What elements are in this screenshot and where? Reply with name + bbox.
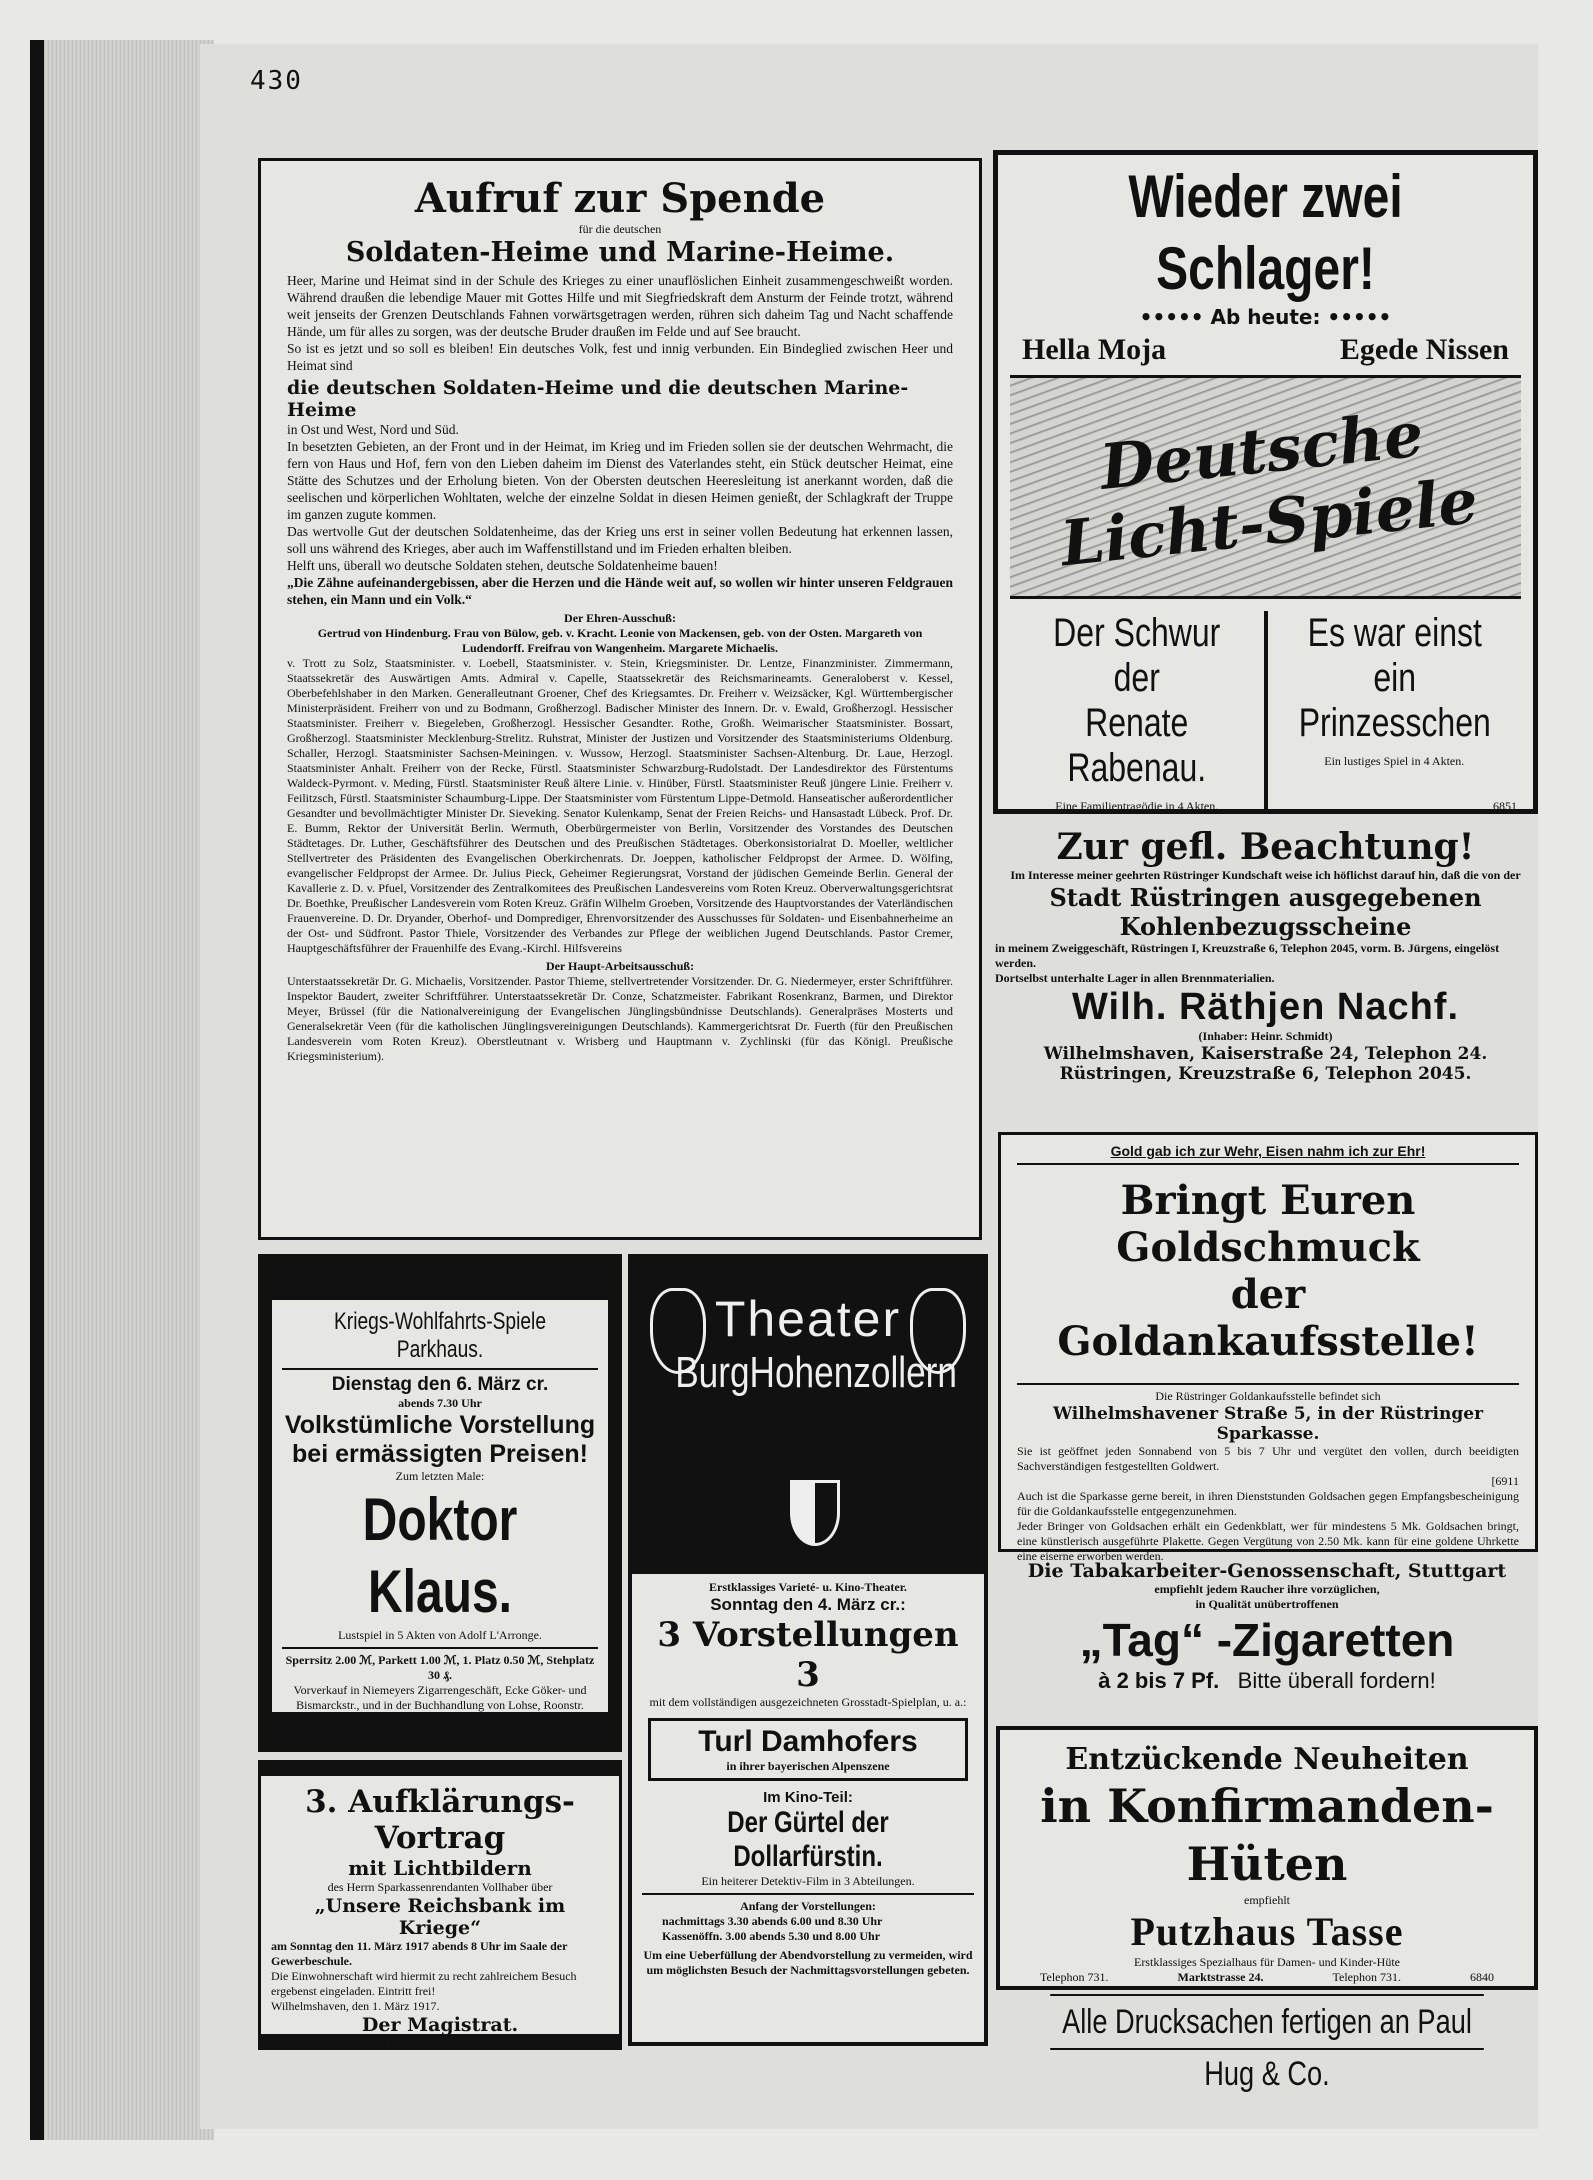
vortrag-l3: Die Einwohnerschaft wird hiermit zu recht zahlreichem Besuch ergebenst eingeladen. Eintritt frei! xyxy=(271,1969,577,1998)
gold-motto: Gold gab ich zur Wehr, Eisen nahm ich zur Ehr! xyxy=(1110,1143,1426,1159)
theater-big: 3 Vorstellungen 3 xyxy=(657,1615,959,1695)
aufruf-p7: „Die Zähne aufeinandergebissen, aber die Herzen und die Hände weit auf, so wollen wir hinter unseren Feldgrauen stehen, ein Mann und ein Volk.“ xyxy=(287,575,953,607)
theater-film: Der Gürtel der Dollarfürstin. xyxy=(727,1806,889,1873)
lichtspiele-logo xyxy=(1010,375,1521,599)
theater-act: Turl Damhofers xyxy=(698,1725,918,1758)
logo-text: Deutsche Licht-Spiele xyxy=(1057,397,1482,581)
theater-date: Sonntag den 4. März cr.: xyxy=(710,1595,906,1614)
parkhaus-prices: Sperrsitz 2.00 ℳ, Parkett 1.00 ℳ, 1. Platz 0.50 ℳ, Stehplatz 30 ₰. xyxy=(285,1653,595,1682)
tabak-l1: empfiehlt jedem Raucher ihre vorzüglichen, xyxy=(1154,1582,1380,1596)
parkhaus-ref: [6828 xyxy=(570,1713,598,1727)
aufruf-sub: für die deutschen xyxy=(578,222,662,236)
raethjen-line2: Stadt Rüstringen ausgegebenen Kohlenbezugsscheine xyxy=(1049,883,1482,941)
gold-ref: [6911 xyxy=(1491,1474,1519,1488)
raethjen-owner: (Inhaber: Heinr. Schmidt) xyxy=(1198,1029,1333,1043)
theater-anf: Anfang der Vorstellungen: xyxy=(740,1899,876,1913)
vortrag-title: 3. Aufklärungs-Vortrag xyxy=(305,1784,575,1856)
aufruf-headline: Soldaten-Heime und Marine-Heime. xyxy=(345,237,895,268)
ab-heute: ••••• Ab heute: ••••• xyxy=(1139,305,1392,329)
star-1: Hella Moja xyxy=(1022,333,1167,366)
putz-tel1: Telephon 731. xyxy=(1040,1970,1109,1984)
raethjen-firm: Wilh. Räthjen Nachf. xyxy=(1071,986,1459,1028)
vortrag-l2: am Sonntag den 11. März 1917 abends 8 Uhr im Saale der Gewerbeschule. xyxy=(271,1939,568,1968)
tabak-brand: „Tag“ -Zigaretten xyxy=(1079,1614,1455,1666)
ehren-lead: Gertrud von Hindenburg. Frau von Bülow, geb. v. Kracht. Leonie von Mackensen, geb. von der Osten. Margareth von Ludendorff. Freifrau von Wangenheim. Margarete Michaelis. xyxy=(317,626,923,655)
theater-r1: nachmittags 3.30 abends 6.00 und 8.30 Uhr xyxy=(662,1914,883,1928)
gold-rule-2 xyxy=(1017,1383,1519,1385)
lichtspiele-ad xyxy=(993,150,1538,814)
putz-l4: Erstklassiges Spezialhaus für Damen- und Kinder-Hüte xyxy=(1133,1955,1401,1969)
raethjen-addr1: Wilhelmshaven, Kaiserstraße 24, Telephon 24. xyxy=(1043,1044,1488,1064)
tabak-title: Die Tabakarbeiter-Genossenschaft, Stuttgart xyxy=(1027,1560,1507,1582)
vortrag-sig: Der Magistrat. xyxy=(361,2014,519,2036)
vortrag-sig2: Täger. xyxy=(381,2036,412,2050)
parkhaus-vorverkauf: Vorverkauf in Niemeyers Zigarrengeschäft, Ecke Göker- und Bismarckstr., und in der Buchhandlung von Lohse, Roonstr. xyxy=(293,1683,587,1712)
vortrag-ref: 6880 xyxy=(585,2036,609,2050)
hug-ad: Alle Drucksachen fertigen an Paul Hug & Co. xyxy=(1050,1994,1484,2050)
tabak-price: à 2 bis 7 Pf. xyxy=(1098,1668,1220,1693)
haupt-body: Unterstaatssekretär Dr. G. Michaelis, Vorsitzender. Pastor Thieme, stellvertretender Vorsitzender. Dr. G. Niedermeyer, erster Schriftführer. Inspektor Baudert, zweiter Schriftführer. Unterstaatssekretär Dr. Conze, Schatzmeister. Fabrikant Rosenkranz, Barmen, und Direktor Meyer, Brüssel (für die Nationalvereinigung der Evangelischen Jünglingsbündnisse Deutschlands). Generalpräses Mosterts und Generalsekretär Veen (für die katholischen Jünglingsvereinigungen Deutschlands). Kammergerichtsrat Dr. Fuerth (für den Preußischen Landesverein vom Roten Kreuz). Oberstleutnant v. Wrisberg und Hauptmann v. Zychlinski (für das Königl. Preußische Kriegsministerium). xyxy=(287,974,953,1063)
vortrag-topic: „Unsere Reichsbank im Kriege“ xyxy=(314,1895,566,1939)
gold-head2: der Goldankaufsstelle! xyxy=(1057,1271,1479,1365)
raethjen-headline: Zur gefl. Beachtung! xyxy=(1056,826,1475,868)
aufruf-p1: Heer, Marine und Heimat sind in der Schule des Krieges zu einer unauflöslichen Einheit zusammengeschweißt worden. Während draußen die lebendige Mauer mit Gottes Hilfe und mit Siegfriedskraft dem Ansturm der Feinde trotzt, während weit jenseits der Grenzen Deutschlands Fahnen vorwärtsgetragen werden, rühren sich daheim Tag und Nacht schaffende Hände, um für alles zu sorgen, was der deutsche Bruder draußen im Felde und auf See braucht. xyxy=(287,273,953,339)
vortrag-ad xyxy=(258,1760,622,2050)
film2-desc: Ein lustiges Spiel in 4 Akten. xyxy=(1324,754,1465,768)
gold-l2: Wilhelmshavener Straße 5, in der Rüstringer Sparkasse. xyxy=(1052,1404,1484,1444)
putzhaus-ad xyxy=(996,1726,1538,1990)
parkhaus-title: Kriegs-Wohlfahrts-Spiele Parkhaus. xyxy=(334,1308,546,1363)
putz-ref: 6840 xyxy=(1470,1970,1494,1984)
mask-icon-left xyxy=(650,1288,706,1374)
theater-ad xyxy=(628,1254,988,2046)
mask-icon-right xyxy=(910,1288,966,1374)
parkhaus-date: Dienstag den 6. März cr. xyxy=(331,1374,549,1395)
vortrag-sub: mit Lichtbildern xyxy=(348,1856,532,1880)
theater-r2: Kassenöffn. 3.00 abends 5.30 und 8.00 Uhr xyxy=(662,1929,881,1943)
putz-l3: empfiehlt xyxy=(1244,1893,1290,1907)
parkhaus-ad xyxy=(258,1254,622,1752)
page-number: 430 xyxy=(250,66,303,96)
theater-l2: mit dem vollständigen ausgezeichneten Grosstadt-Spielplan, u. a.: xyxy=(649,1695,967,1709)
tabak-l2: in Qualität unübertroffenen xyxy=(1195,1597,1339,1611)
putz-firm: Putzhaus Tasse xyxy=(1130,1909,1404,1954)
film2-line1: Es war einst xyxy=(1307,611,1482,655)
star-2: Egede Nissen xyxy=(1339,333,1509,366)
gold-head1: Bringt Euren Goldschmuck xyxy=(1116,1177,1420,1271)
gold-l5: Jeder Bringer von Goldsachen erhält ein Gedenkblatt, wer für mindestens 5 Mk. Goldsachen bringt, eine künstlerisch ausgeführte Plakette. Gegen Vergütung von 2.50 Mk. kann für eine goldene Uhrkette eine eiserne erworben werden. xyxy=(1017,1519,1519,1563)
theater-t2: BurgHohenzollern xyxy=(675,1348,957,1397)
theater-l1: Erstklassiges Varieté- u. Kino-Theater. xyxy=(709,1580,907,1594)
aufruf-p5: Das wertvolle Gut der deutschen Soldatenheime, das der Krieg uns erst in seiner vollen Bedeutung hat erkennen lassen, soll uns während des Krieges, aber auch im Waffenstillstand und im Frieden erhalten bleiben. xyxy=(287,524,953,556)
gold-l1: Die Rüstringer Goldankaufsstelle befindet sich xyxy=(1155,1389,1381,1403)
aufruf-p3: die deutschen Soldaten-Heime und die deutschen Marine-Heime xyxy=(287,377,909,421)
tabak-ad xyxy=(996,1556,1538,1724)
film1-desc: Eine Familientragödie in 4 Akten. xyxy=(1055,799,1219,813)
ehren-body: v. Trott zu Solz, Staatsminister. v. Loebell, Staatsminister. v. Stein, Kriegsminister. Dr. Lentze, Finanzminister. Zimmermann, Staatssekretär des Auswärtigen Amts. Admiral v. Capelle, Staatssekretär des Reichsmarineamts. Generaloberst v. Kessel, Oberbefehlshaber in den Marken. Generalleutnant Groener, Chef des Kriegsamtes. Dr. Freiherr v. Weizsäcker, Kgl. Württembergischer Ministerpräsident. Freiherr von und zu Bodmann, Großherzogl. Badischer Minister des Innern. Dr. v. Ewald, Großherzogl. Hessischer Staatsminister. Freiherr v. Biegeleben, Großherzogl. Hessischer Gesandter. Rothe, Großh. Weimarischer Staatsminister. Bossart, Großherzogl. Staatsminister Mecklenburg-Strelitz. Ruhstrat, Minister der Justizen und Vorsitzender des Staatsministeriums Oldenburg. Schaller, Herzogl. Staatsminister Sachsen-Meiningen. v. Wussow, Herzogl. Staatsminister Sachsen-Altenburg. Dr. Laue, Herzogl. Staatsminister Anhalt. Freiherr von der Recke, Fürstl. Staatsminister Schwarzburg-Rudolstadt. Der Landesdirektor des Fürstentums Waldeck-Pyrmont. v. Meding, Fürstl. Staatsminister Reuß ältere Linie. v. Hinüber, Fürstl. Staatsminister Reuß jüngere Linie. Freiherr v. Feilitzsch, Fürstl. Staatsminister Schaumburg-Lippe. Der Staatsminister vom Fürstentum Lippe-Detmold. Hanseatischer außerordentlicher Gesandter und bevollmächtigter Minister Dr. Sieveking. Senator Kulenkamp, Senat der Freien Reichs- und Hansastadt Lübeck. Prof. Dr. E. Bumm, Rektor der Universität Berlin. Wermuth, Oberbürgermeister von Berlin, Vorsitzender des Vorstandes des Deutschen Städtetages. Dr. Luther, Geschäftsführer des Deutschen und des Preußischen Städtetages. Oberkonsistorialrat D. Moeller, weltlicher Stellvertreter des Präsidenten des Evangelischen Oberkirchenrats. Dr. Joeppen, katholischer Feldpropst der Armee. D. Wölfing, evangelischer Feldpropst der Armee. Dr. Julius Pieck, Geheimer Regierungsrat, Vorstand der jüdischen Gemeinde Berlin. General der Kavallerie z. D. v. Pfuel, Vorsitzender des Zentralkomitees des Preußischen Landesvereins vom Roten Kreuz. Oberverwaltungsgerichtsrat Dr. Boethke, Preußischer Landesverein vom Roten Kreuz. Gräfin Wilhelm Groeben, Vorsitzende des Hauptvorstandes der Vaterländischen Frauenvereine. D. Dr. Dryander, Oberhof- und Domprediger, Ehrenvorsitzender des Ausschusses für Soldaten- und Eisenbahnerheime an der Ost- und Südfront. Pastor Thiele, Vorsitzender des Verbandes zur Pflege der weiblichen Jugend Deutschlands. Pastor Cremer, Hauptgeschäftsführer der Frauenhilfe des Evang.-Kirchl. Hilfsvereins xyxy=(287,656,953,955)
aufruf-p6: Helft uns, überall wo deutsche Soldaten stehen, deutsche Soldatenheime bauen! xyxy=(287,558,718,573)
raethjen-line4: Dortselbst unterhalte Lager in allen Brennmaterialien. xyxy=(995,971,1275,985)
theater-rule xyxy=(642,1893,974,1895)
theater-note: Um eine Ueberfüllung der Abendvorstellung zu vermeiden, wird um möglichsten Besuch der Nachmittagsvorstellungen gebeten. xyxy=(643,1948,973,1977)
parkhaus-play: Doktor Klaus. xyxy=(362,1486,518,1625)
book-spine xyxy=(30,40,214,2140)
theater-act-sub: in ihrer bayerischen Alpenszene xyxy=(726,1759,890,1773)
film1-line1: Der Schwur der xyxy=(1053,611,1221,700)
raethjen-line1: Im Interesse meiner geehrten Rüstringer Kundschaft weise ich höflichst darauf hin, daß die von der xyxy=(1010,868,1521,882)
vortrag-l1: des Herrn Sparkassenrendanten Vollhaber über xyxy=(327,1880,553,1894)
lichtspiele-ref: 6851 xyxy=(1493,799,1517,813)
parkhaus-l2: bei ermässigten Preisen! xyxy=(292,1440,588,1468)
parkhaus-l3: Zum letzten Male: xyxy=(395,1469,485,1483)
aufruf-p3b: in Ost und West, Nord und Süd. xyxy=(287,422,459,437)
putz-addr: Marktstrasse 24. xyxy=(1177,1970,1264,1984)
putz-l2: in Konfirmanden-Hüten xyxy=(1040,1779,1494,1891)
film1-line2: Renate Rabenau. xyxy=(1067,701,1207,790)
vortrag-l4: Wilhelmshaven, den 1. März 1917. xyxy=(271,1999,440,2013)
aufruf-p2: So ist es jetzt und so soll es bleiben! Ein deutsches Volk, fest und innig verbunden. Ein Bindeglied zwischen Heer und Heimat sind xyxy=(287,341,953,373)
raethjen-addr2: Rüstringen, Kreuzstraße 6, Telephon 2045. xyxy=(1059,1064,1472,1084)
parkhaus-rule-2 xyxy=(282,1647,598,1649)
theater-film-desc: Ein heiterer Detektiv-Film in 3 Abteilungen. xyxy=(701,1874,915,1888)
putz-tel2: Telephon 731. xyxy=(1332,1970,1401,1984)
parkhaus-play-desc: Lustspiel in 5 Akten von Adolf L'Arronge. xyxy=(338,1628,542,1642)
tabak-cta: Bitte überall fordern! xyxy=(1237,1668,1436,1693)
gold-ad xyxy=(998,1132,1538,1563)
shield-icon xyxy=(790,1480,840,1546)
parkhaus-rule xyxy=(282,1368,598,1370)
act-box xyxy=(648,1718,968,1781)
haupt-title: Der Haupt-Arbeitsausschuß: xyxy=(545,959,695,973)
aufruf-title: Aufruf zur Spende xyxy=(414,175,826,222)
film2-line2: ein Prinzesschen xyxy=(1298,656,1491,745)
ehren-title: Der Ehren-Ausschuß: xyxy=(564,611,676,625)
parkhaus-time: abends 7.30 Uhr xyxy=(398,1396,482,1410)
putz-l1: Entzückende Neuheiten xyxy=(1065,1742,1469,1777)
gold-l4: Auch ist die Sparkasse gerne bereit, in ihren Dienststunden Goldsachen gegen Empfangsbescheinigung für die Goldankaufsstelle entgegenzunehmen. xyxy=(1017,1489,1519,1518)
raethjen-ad xyxy=(993,820,1538,1132)
theater-kino: Im Kino-Teil: xyxy=(763,1789,853,1806)
raethjen-line3: in meinem Zweiggeschäft, Rüstringen I, Kreuzstraße 6, Telephon 2045, vorm. B. Jürgens, eingelöst werden. xyxy=(995,941,1500,970)
aufruf-p4: In besetzten Gebieten, an der Front und in der Heimat, im Krieg und im Frieden sollen sie der deutschen Wehrmacht, die fern von Haus und Hof, fern von den Lieben daheim im Dienst des Vaterlandes steht, ein Stück deutscher Heimat, eine Stätte des Schutzes und der Erholung bieten. Von der Obersten deutschen Heeresleitung ist anerkannt worden, daß die seelischen und körperlichen Wohltaten, welche der einzelne Soldat in diesen Heimen genießt, der Schlagkraft der Truppe im ganzen zugute kommen. xyxy=(287,439,953,522)
gold-rule xyxy=(1017,1163,1519,1165)
aufruf-ad xyxy=(258,158,982,1240)
gold-l3: Sie ist geöffnet jeden Sonnabend von 5 bis 7 Uhr und vergütet den vollen, durch beeidigten Sachverständigen festgestellten Goldwert. xyxy=(1017,1444,1519,1473)
theater-t1: Theater xyxy=(714,1291,902,1347)
theater-banner xyxy=(632,1258,984,1574)
parkhaus-l1: Volkstümliche Vorstellung xyxy=(284,1411,596,1439)
lichtspiele-headline: Wieder zwei Schlager! xyxy=(1128,163,1403,302)
